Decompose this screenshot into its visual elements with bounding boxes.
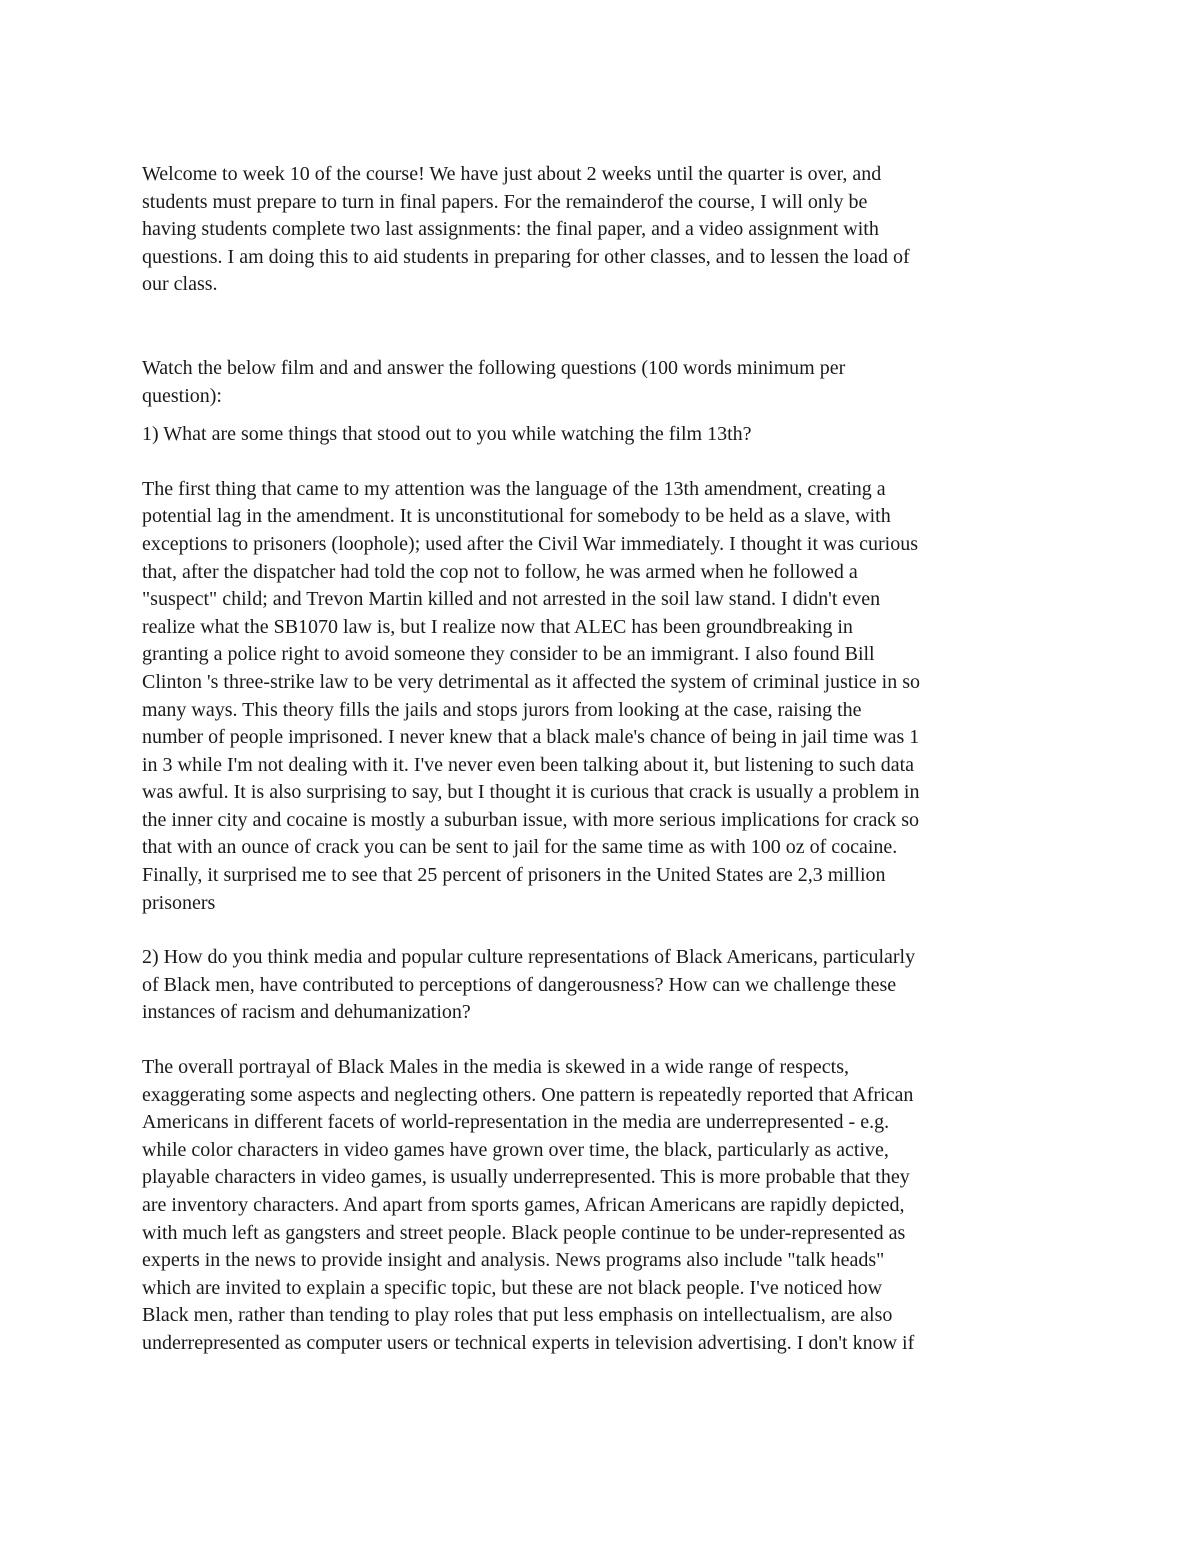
document-body xyxy=(142,161,1060,1358)
paragraph-spacer xyxy=(142,410,1060,421)
paragraph-spacer xyxy=(142,299,1060,355)
answer-2: The overall portrayal of Black Males in the media is skewed in a wide range of respects, exaggerating some aspects and neglecting others. One pattern is repeatedly reported that African Americans in different facets of world-representation in the media are underrepresented - e.g. while color characters in video games have grown over time, the black, particularly as active, playable characters in video games, is usually underrepresented. This is more probable that they are inventory characters. And apart from sports games, African Americans are rapidly depicted, with much left as gangsters and street people. Black people continue to be under-represented as experts in the news to provide insight and analysis. News programs also include "talk heads" which are invited to explain a specific topic, but these are not black people. I've noticed how Black men, rather than tending to play roles that put less emphasis on intellectualism, are also underrepresented as computer users or technical experts in television advertising. I don't know if xyxy=(142,1056,915,1354)
paragraph-spacer xyxy=(142,917,1060,944)
paragraph-spacer xyxy=(142,1027,1060,1054)
instructions-paragraph: Watch the below film and and answer the following questions (100 words minimum per question): xyxy=(142,356,846,407)
intro-paragraph: Welcome to week 10 of the course! We have just about 2 weeks until the quarter is over, and students must prepare to turn in final papers. For the remainderof the course, I will only be having students complete two last assignments: the final paper, and a video assignment with questions. I am doing this to aid students in preparing for other classes, and to lessen the load of our class. xyxy=(142,163,910,296)
question-2: 2) How do you think media and popular culture representations of Black Americans, particularly of Black men, have contributed to perceptions of dangerousness? How can we challenge these instances of racism and dehumanization? xyxy=(142,946,916,1024)
question-1: 1) What are some things that stood out to you while watching the film 13th? xyxy=(142,423,752,446)
answer-1: The first thing that came to my attention was the language of the 13th amendment, creating a potential lag in the amendment. It is unconstitutional for somebody to be held as a slave, with exceptions to prisoners (loophole); used after the Civil War immediately. I thought it was curious that, after the dispatcher had told the cop not to follow, he was armed when he followed a "suspect" child; and Trevon Martin killed and not arrested in the soil law stand. I didn't even realize what the SB1070 law is, but I realize now that ALEC has been groundbreaking in granting a police right to avoid someone they consider to be an immigrant. I also found Bill Clinton 's three-strike law to be very detrimental as it affected the system of criminal justice in so many ways. This theory fills the jails and stops jurors from looking at the case, raising the number of people imprisoned. I never knew that a black male's chance of being in jail time was 1 in 3 while I'm not dealing with it. I've never even been talking about it, but listening to such data was awful. It is also surprising to say, but I thought it is curious that crack is usually a problem in the inner city and cocaine is mostly a suburban issue, with more serious implications for crack so that with an ounce of crack you can be sent to jail for the same time as with 100 oz of cocaine. Finally, it surprised me to see that 25 percent of prisoners in the United States are 2,3 million prisoners xyxy=(142,477,921,914)
paragraph-spacer xyxy=(142,449,1060,476)
